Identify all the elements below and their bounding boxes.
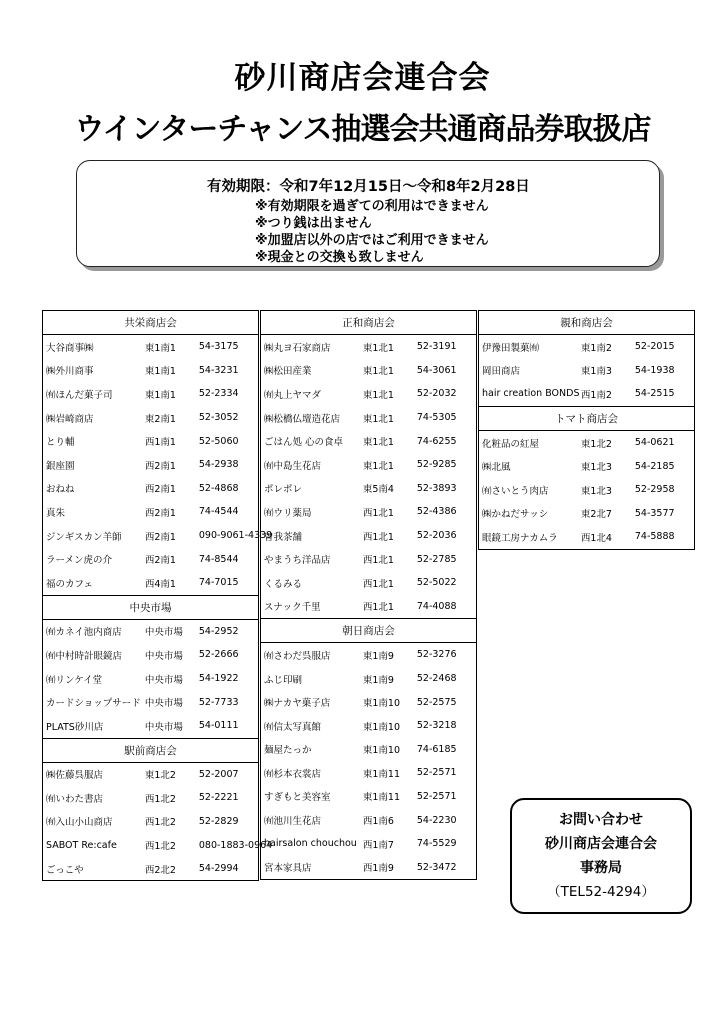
store-phone: 52-2571 [414,761,477,785]
store-phone: 52-2785 [414,547,477,571]
store-phone: 52-2036 [414,524,477,548]
page-subtitle: ウインターチャンス抽選会共通商品券取扱店 [74,112,651,147]
store-address: 中央市場 [144,674,183,686]
store-name: ラーメン虎の介 [43,547,142,571]
store-row [43,477,259,501]
store-table [478,310,695,550]
store-address: 西2南1 [144,460,176,472]
store-address: 東1南10 [362,698,400,710]
store-row [43,786,259,810]
store-name: ㈱松橋仏壇造花店 [261,406,360,430]
store-address: 西1北1 [362,578,394,590]
store-name: 大谷商事㈱ [43,335,142,359]
section-header: 中央市場 [43,595,259,619]
store-row [261,406,477,430]
store-address: 西1北1 [362,531,394,543]
store-column-center [260,310,477,880]
store-row [261,643,477,667]
store-row [261,595,477,619]
store-name: 岡田商店 [479,359,578,383]
store-name: ジンギスカン羊師 [43,524,142,548]
store-address: 東2南1 [144,413,176,425]
store-address: 西1北2 [144,841,176,853]
store-phone: 74-8544 [196,547,259,571]
store-name: ふじ印刷 [261,667,360,691]
store-name: ㈲さいとう肉店 [479,478,578,502]
store-name: 麺屋たっか [261,738,360,762]
store-phone: 74-5529 [414,832,477,856]
store-address: 西1南7 [362,839,394,851]
store-row [43,382,259,406]
store-phone: 52-9285 [414,453,477,477]
store-address: 東1南11 [362,792,400,804]
store-address: 東1南11 [362,768,400,780]
store-name: ㈲池川生花店 [261,808,360,832]
store-address: 西1南6 [362,816,394,828]
store-name: ㈱岩崎商店 [43,406,142,430]
store-address: 西1北4 [578,525,632,549]
store-row [261,500,477,524]
section-header: 親和商店会 [479,311,695,335]
store-row [261,524,477,548]
notice-box [76,160,660,267]
store-name: PLATS砂川店 [43,714,142,738]
contact-organization: 砂川商店会連合会 [545,836,657,852]
store-address: 西1南9 [360,855,414,879]
store-address: 西2南1 [144,555,176,567]
store-address: 西2南1 [144,507,176,519]
store-table [260,310,477,880]
store-address: 西1南2 [578,382,632,406]
store-address: 西4南1 [142,571,196,595]
store-phone: 54-0111 [196,714,259,738]
store-name: やまうち洋品店 [261,547,360,571]
store-name: 真朱 [43,500,142,524]
store-name: 福のカフェ [43,571,142,595]
store-row [261,738,477,762]
store-name: ㈱ナカヤ菓子店 [261,690,360,714]
store-phone: 52-3052 [196,406,259,430]
store-phone: 54-3175 [196,335,259,359]
store-row [261,382,477,406]
store-row [43,406,259,430]
store-address: 東1北1 [362,437,394,449]
store-row [261,359,477,383]
store-name: ㈱佐藤呉服店 [43,762,142,786]
store-address: 東1南10 [362,721,400,733]
store-phone: 52-3218 [414,714,477,738]
contact-heading: お問い合わせ [559,812,643,828]
notice-line: ※有効期限を過ぎての利用はできません [255,199,489,214]
section-header: 共栄商店会 [43,311,259,335]
store-address: 東1南2 [580,342,612,354]
store-address: 中央市場 [142,714,196,738]
store-row [43,810,259,834]
store-row [261,714,477,738]
store-row [261,547,477,571]
store-phone: 52-2829 [196,810,259,834]
store-address: 東1北3 [580,485,612,497]
store-name: SABOT Re:cafe [43,833,142,857]
store-row [43,359,259,383]
store-phone: 52-2571 [414,785,477,809]
store-row [43,335,259,359]
store-phone: 74-6255 [414,429,477,453]
store-phone: 52-2575 [414,690,477,714]
section-header: トマト商店会 [479,406,695,430]
store-phone: 74-7015 [196,571,259,595]
store-phone: 52-2468 [414,667,477,691]
store-phone: 52-2958 [632,478,695,502]
store-row [261,571,477,595]
store-row [43,667,259,691]
store-phone: 54-3231 [196,359,259,383]
store-column-right [478,310,695,550]
store-address: 東1北1 [362,366,394,378]
store-phone: 54-2952 [196,619,259,643]
store-address: 東1南9 [362,674,394,686]
store-row [479,525,695,549]
store-address: 東1北3 [580,462,612,474]
store-name: ㈲中村時計眼鏡店 [43,643,142,667]
store-name: ㈱松田産業 [261,359,360,383]
store-name: 銀座園 [43,453,142,477]
store-phone: 52-2032 [414,382,477,406]
section-header: 朝日商店会 [261,619,477,643]
store-row [261,429,477,453]
store-row [43,762,259,786]
store-column-left [42,310,273,881]
store-phone: 52-2334 [196,382,259,406]
store-row [43,571,259,595]
store-row [43,453,259,477]
store-name: 宮本家具店 [261,855,360,879]
store-phone: 54-2185 [632,454,695,478]
store-name: ㈱かねだサッシ [479,502,578,526]
store-address: 東1北1 [362,342,394,354]
store-row [43,690,259,714]
store-address: 東1南10 [362,745,400,757]
store-name: くるみる [261,571,360,595]
store-row [479,335,695,359]
store-address: 中央市場 [144,650,183,662]
store-row [261,667,477,691]
store-address: 西1北2 [144,793,176,805]
store-name: ポレポレ [261,477,360,501]
store-row [261,855,477,879]
store-name: カードショップサード [43,690,142,714]
store-row [43,619,259,643]
store-name: スナック千里 [261,595,360,619]
notice-line: ※加盟店以外の店ではご利用できません [255,233,489,248]
store-phone: 54-2515 [632,382,695,406]
store-phone: 54-2938 [196,453,259,477]
store-row [479,359,695,383]
store-name: ㈱丸ヨ石家商店 [261,335,360,359]
store-name: ㈲ほんだ菓子司 [43,382,142,406]
store-name: 伊豫田製菓㈲ [479,335,578,359]
store-phone: 74-4544 [196,500,259,524]
store-phone: 52-3472 [414,855,477,879]
store-address: 東1南1 [144,389,176,401]
store-name: ごはん処 心の食卓 [261,429,360,453]
store-name: ごっこや [43,857,142,881]
store-name: すぎもと美容室 [261,785,360,809]
store-address: 東1北1 [362,389,394,401]
store-row [479,502,695,526]
store-phone: 54-1922 [196,667,259,691]
store-phone: 54-3061 [414,359,477,383]
store-address: 西1北1 [362,555,394,567]
store-address: 西1南1 [144,437,176,449]
store-name: ㈱北風 [479,454,578,478]
store-phone: 54-1938 [632,359,695,383]
store-name: ㈲信太写真館 [261,714,360,738]
notice-line: ※現金との交換も致しません [255,250,424,265]
store-row [43,500,259,524]
store-phone: 52-2666 [196,643,259,667]
store-phone: 52-5022 [414,571,477,595]
store-name: ㈲いわた書店 [43,786,142,810]
store-address: 東1南1 [144,342,176,354]
store-row [43,833,259,857]
store-phone: 090-9061-4339 [196,524,259,548]
store-address: 東1南1 [144,366,176,378]
store-phone: 52-3276 [414,643,477,667]
store-address: 東1南3 [580,366,612,378]
store-phone: 52-3191 [414,335,477,359]
store-row [479,430,695,454]
store-row [43,714,259,738]
store-row [261,808,477,832]
store-name: hairsalon chouchou [261,832,360,856]
store-phone: 54-0621 [632,430,695,454]
store-row [43,643,259,667]
section-header: 正和商店会 [261,311,477,335]
store-address: 西1北2 [144,817,176,829]
store-phone: 080-1883-0964 [196,833,259,857]
store-address: 東1北2 [580,438,612,450]
store-address: 中央市場 [144,627,183,639]
store-row [479,382,695,406]
store-address: 東2北7 [580,509,612,521]
store-name: ㈲リンケイ堂 [43,667,142,691]
store-name: ㈲さわだ呉服店 [261,643,360,667]
store-row [261,832,477,856]
store-address: 東1北1 [362,460,394,472]
store-phone: 74-5305 [414,406,477,430]
store-phone: 52-2221 [196,786,259,810]
store-row [43,524,259,548]
contact-office: 事務局 [580,860,622,876]
store-name: ㈲入山小山商店 [43,810,142,834]
store-address: 中央市場 [144,698,183,710]
store-name: ㈲カネイ池内商店 [43,619,142,643]
store-row [261,477,477,501]
store-row [261,761,477,785]
store-phone: 74-6185 [414,738,477,762]
store-phone: 74-5888 [632,525,695,549]
notice-line: ※つり銭は出ません [255,216,372,231]
store-row [43,429,259,453]
store-address: 東1南9 [362,650,394,662]
store-table [42,310,273,881]
section-header: 駅前商店会 [43,738,259,762]
store-name: とり輔 [43,429,142,453]
store-name: 眼鏡工房ナカムラ [479,525,578,549]
store-name: ㈲中島生花店 [261,453,360,477]
store-name: ㈲杉本衣裳店 [261,761,360,785]
store-phone: 52-5060 [196,429,259,453]
store-phone: 52-7733 [196,690,259,714]
store-name: hair creation BONDS [479,382,578,406]
store-phone: 52-2007 [196,762,259,786]
store-phone: 52-2015 [632,335,695,359]
store-address: 西1北1 [360,595,414,619]
store-address: 東1北1 [362,413,394,425]
store-phone: 52-4386 [414,500,477,524]
store-address: 西1北1 [362,507,394,519]
store-row [43,857,259,881]
store-row [261,690,477,714]
store-phone: 54-2230 [414,808,477,832]
contact-phone: （TEL52-4294） [547,884,655,900]
store-phone: 54-3577 [632,502,695,526]
store-address: 西2北2 [142,857,196,881]
store-row [261,785,477,809]
store-phone: 54-2994 [196,857,259,881]
store-name: 曽我茶舗 [261,524,360,548]
validity-period: 有効期限：令和7年12月15日～令和8年2月28日 [207,179,530,195]
page-title: 砂川商店会連合会 [234,60,491,96]
store-name: ㈱外川商事 [43,359,142,383]
store-address: 東5南4 [362,484,394,496]
store-name: ㈲ウリ薬局 [261,500,360,524]
store-name: おねね [43,477,142,501]
contact-box [510,798,692,914]
store-address: 西2南1 [144,531,176,543]
store-name: 化粧品の紅屋 [479,430,578,454]
store-row [479,478,695,502]
store-address: 西2南1 [144,484,176,496]
store-phone: 74-4088 [414,595,477,619]
store-row [43,547,259,571]
store-row [261,453,477,477]
store-row [261,335,477,359]
store-phone: 52-4868 [196,477,259,501]
store-phone: 52-3893 [414,477,477,501]
store-address: 東1北2 [144,770,176,782]
store-row [479,454,695,478]
store-name: ㈲丸上ヤマダ [261,382,360,406]
